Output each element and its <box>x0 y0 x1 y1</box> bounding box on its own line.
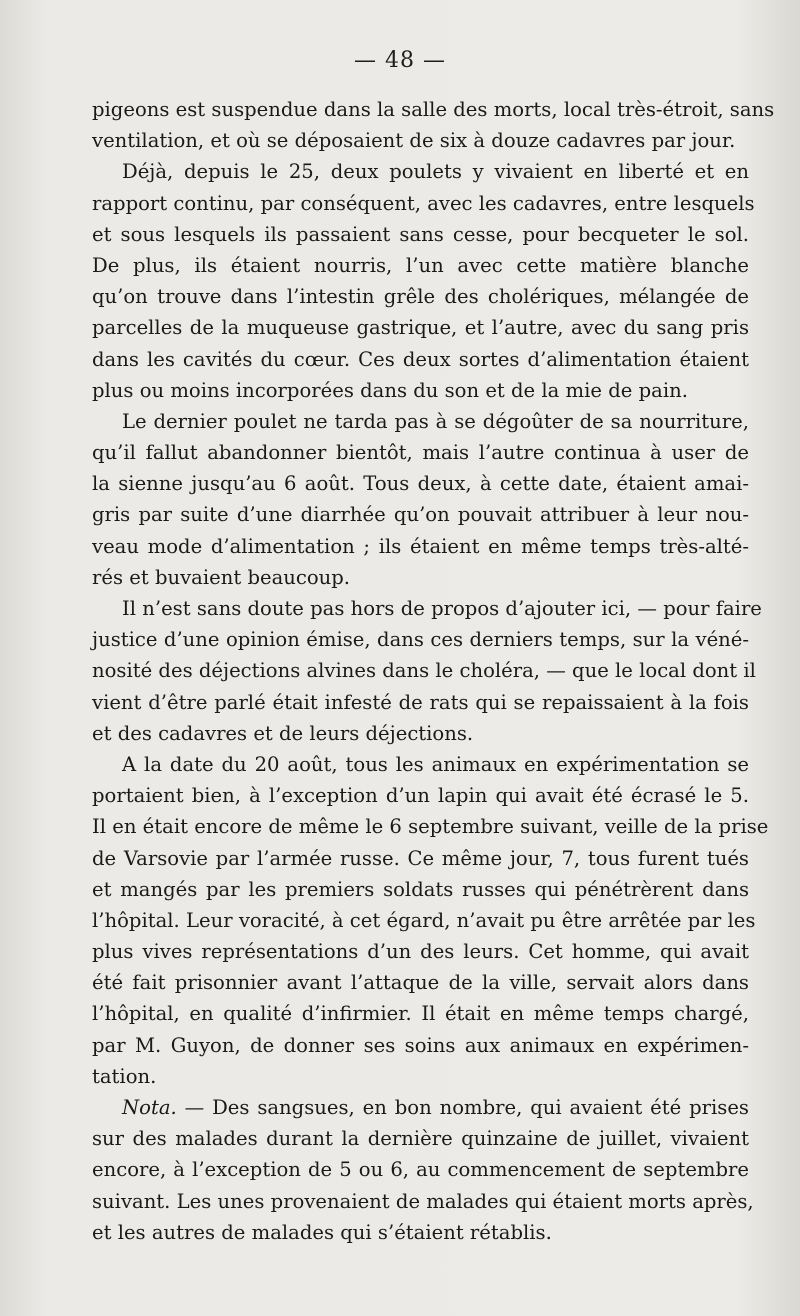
text-line: De plus, ils étaient nourris, l’un avec cette matière blanche <box>92 253 749 277</box>
text-line: A la date du 20 août, tous les animaux en expérimentation se <box>122 752 749 776</box>
text-line: tation. <box>92 1064 157 1088</box>
text-line: Il n’est sans doute pas hors de propos d’ajouter ici, — pour faire <box>122 597 762 620</box>
note-text: — Des sangsues, en bon nombre, qui avaient été prises <box>176 1096 749 1119</box>
text-line: rés et buvaient beaucoup. <box>92 565 351 589</box>
text-line: nosité des déjections alvines dans le choléra, — que le local dont il <box>92 659 756 683</box>
paragraph <box>92 406 749 593</box>
text-line: plus ou moins incorporées dans du son et de la mie de pain. <box>92 378 688 402</box>
text-line: parcelles de la muqueuse gastrique, et l’autre, avec du sang pris <box>92 316 749 340</box>
text-line: vient d’être parlé était infesté de rats qui se repaissaient à la fois <box>92 690 749 714</box>
paragraph <box>92 156 755 406</box>
page-number: — 48 — <box>354 48 446 73</box>
text-line: suivant. Les unes provenaient de malades qui étaient morts après, <box>92 1189 754 1213</box>
text-line: et les autres de malades qui s’étaient rétablis. <box>92 1220 552 1244</box>
text-line: et sous lesquels ils passaient sans cesse, pour becqueter le sol. <box>92 222 749 246</box>
text-line: justice d’une opinion émise, dans ces derniers temps, sur la véné- <box>92 628 749 652</box>
text-line: l’hôpital. Leur voracité, à cet égard, n’avait pu être arrêtée par les <box>92 908 756 932</box>
text-line: et des cadavres et de leurs déjections. <box>92 721 474 745</box>
note-paragraph <box>92 1092 754 1248</box>
text-line: Le dernier poulet ne tarda pas à se dégoûter de sa nourriture, <box>122 409 749 433</box>
text-line: encore, à l’exception de 5 ou 6, au commencement de septembre <box>92 1158 749 1182</box>
text-line: qu’on trouve dans l’intestin grêle des cholériques, mélangée de <box>92 285 749 309</box>
text-line: rapport continu, par conséquent, avec les cadavres, entre lesquels <box>92 191 755 215</box>
paragraph <box>92 94 775 156</box>
text-line: par M. Guyon, de donner ses soins aux animaux en expérimen- <box>92 1033 749 1057</box>
text-line: ventilation, et où se déposaient de six à douze cadavres par jour. <box>92 129 736 153</box>
text-line: de Varsovie par l’armée russe. Ce même jour, 7, tous furent tués <box>92 846 749 870</box>
text-line: sur des malades durant la dernière quinzaine de juillet, vivaient <box>92 1127 749 1151</box>
text-line: Il en était encore de même le 6 septembre suivant, veille de la prise <box>92 815 769 839</box>
text-line: plus vives représentations d’un des leurs. Cet homme, qui avait <box>92 940 749 964</box>
text-line: et mangés par les premiers soldats russes qui pénétrèrent dans <box>92 877 749 901</box>
note-lead: Nota. <box>122 1096 177 1119</box>
text-line: gris par suite d’une diarrhée qu’on pouvait attribuer à leur nou- <box>92 503 749 527</box>
text-line: Déjà, depuis le 25, deux poulets y vivaient en liberté et en <box>122 160 749 184</box>
text-line: été fait prisonnier avant l’attaque de la ville, servait alors dans <box>92 971 749 995</box>
text-line: dans les cavités du cœur. Ces deux sortes d’alimentation étaient <box>92 347 749 371</box>
text-line: pigeons est suspendue dans la salle des morts, local très-étroit, sans <box>92 98 775 121</box>
text-line: portaient bien, à l’exception d’un lapin qui avait été écrasé le 5. <box>92 784 749 808</box>
text-line <box>92 1092 749 1123</box>
paragraph <box>92 749 769 1092</box>
text-line: qu’il fallut abandonner bientôt, mais l’autre continua à user de <box>92 441 749 465</box>
paragraph <box>92 593 762 749</box>
text-line: la sienne jusqu’au 6 août. Tous deux, à cette date, étaient amai- <box>92 472 749 496</box>
text-line: veau mode d’alimentation ; ils étaient en même temps très-alté- <box>92 534 749 558</box>
body-text <box>92 94 775 1248</box>
text-line: l’hôpital, en qualité d’infirmier. Il était en même temps chargé, <box>92 1002 749 1026</box>
